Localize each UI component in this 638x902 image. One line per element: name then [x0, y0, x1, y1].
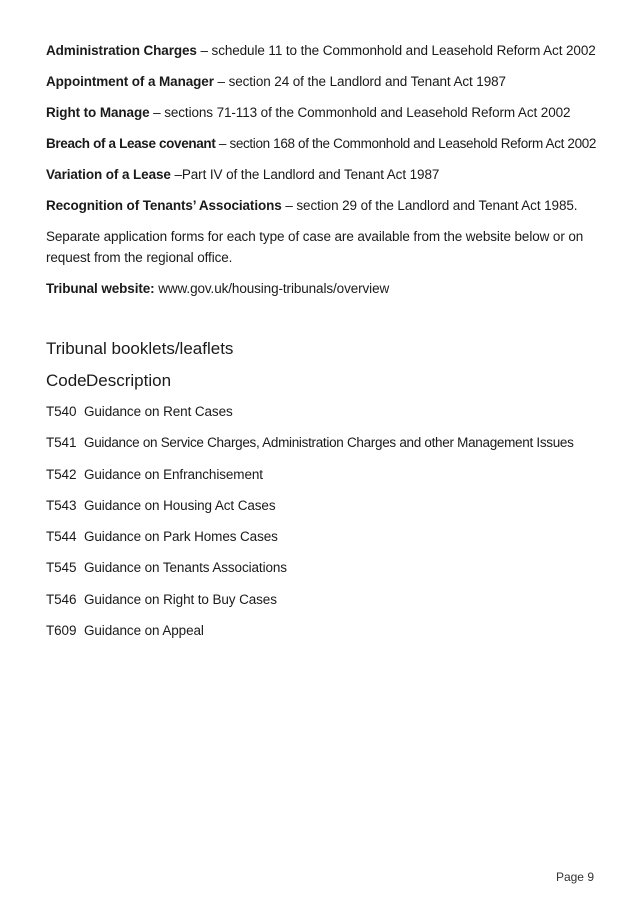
- booklets-column-headings: [46, 369, 606, 393]
- website-url: www.gov.uk/housing-tribunals/overview: [154, 281, 390, 296]
- booklet-code: T543: [46, 497, 77, 513]
- statute-label: Breach of a Lease covenant: [46, 136, 216, 151]
- booklet-description: Guidance on Enfranchisement: [84, 466, 263, 482]
- statute-label: Appointment of a Manager: [46, 74, 214, 89]
- column-heading-code: Code: [46, 371, 87, 390]
- booklet-description: Guidance on Appeal: [84, 623, 204, 639]
- booklet-code: T544: [46, 529, 77, 545]
- statute-label: Variation of a Lease: [46, 167, 171, 182]
- statute-administration-charges: [46, 40, 606, 61]
- booklet-row: [46, 589, 606, 610]
- booklet-code: T541: [46, 435, 77, 451]
- statute-variation-of-lease: [46, 164, 606, 185]
- page-number: Page 9: [555, 870, 594, 884]
- statute-text: – section 29 of the Landlord and Tenant Act 1985.: [281, 198, 578, 213]
- statute-breach-of-lease: [46, 133, 606, 154]
- statute-text: –Part IV of the Landlord and Tenant Act 1987: [170, 167, 440, 182]
- booklet-row: [46, 526, 606, 547]
- statute-appointment-of-manager: [46, 71, 606, 92]
- statute-label: Right to Manage: [46, 105, 150, 120]
- tribunal-website: [46, 278, 606, 299]
- booklet-description: Guidance on Rent Cases: [84, 404, 233, 419]
- booklet-row: [46, 464, 606, 485]
- booklet-description: Guidance on Park Homes Cases: [84, 529, 278, 545]
- booklet-code: T545: [46, 560, 77, 576]
- column-heading-description: Description: [86, 371, 172, 390]
- section-spacer: [46, 309, 606, 337]
- statute-label: Recognition of Tenants’ Associations: [46, 198, 282, 213]
- document-page: [46, 40, 606, 651]
- website-label: Tribunal website:: [46, 281, 155, 296]
- statute-label: Administration Charges: [46, 43, 197, 58]
- statute-right-to-manage: [46, 102, 606, 123]
- statute-recognition-tenants-associations: [46, 195, 606, 216]
- booklet-row: [46, 401, 606, 422]
- booklet-description: Guidance on Tenants Associations: [84, 560, 287, 576]
- booklet-description: Guidance on Housing Act Cases: [84, 497, 276, 513]
- booklet-row: [46, 432, 606, 453]
- booklet-code: T540: [46, 404, 77, 419]
- statute-text: – section 24 of the Landlord and Tenant Act 1987: [213, 74, 506, 89]
- statute-text: – section 168 of the Commonhold and Leasehold Reform Act 2002: [215, 136, 597, 151]
- booklet-description: Guidance on Service Charges, Administration Charges and other Management Issues: [84, 435, 574, 451]
- booklet-code: T609: [46, 623, 77, 639]
- booklets-heading: Tribunal booklets/leaflets: [46, 339, 234, 358]
- booklet-description: Guidance on Right to Buy Cases: [84, 591, 277, 607]
- booklet-row: [46, 495, 606, 516]
- booklet-row: [46, 557, 606, 578]
- booklet-code: T542: [46, 466, 77, 482]
- booklet-code: T546: [46, 591, 77, 607]
- forms-note: Separate application forms for each type of case are available from the website below or on request from the regional office.: [46, 229, 584, 265]
- booklet-row: [46, 620, 606, 641]
- statute-text: – sections 71-113 of the Commonhold and Leasehold Reform Act 2002: [149, 105, 571, 120]
- statute-text: – schedule 11 to the Commonhold and Leasehold Reform Act 2002: [196, 43, 596, 58]
